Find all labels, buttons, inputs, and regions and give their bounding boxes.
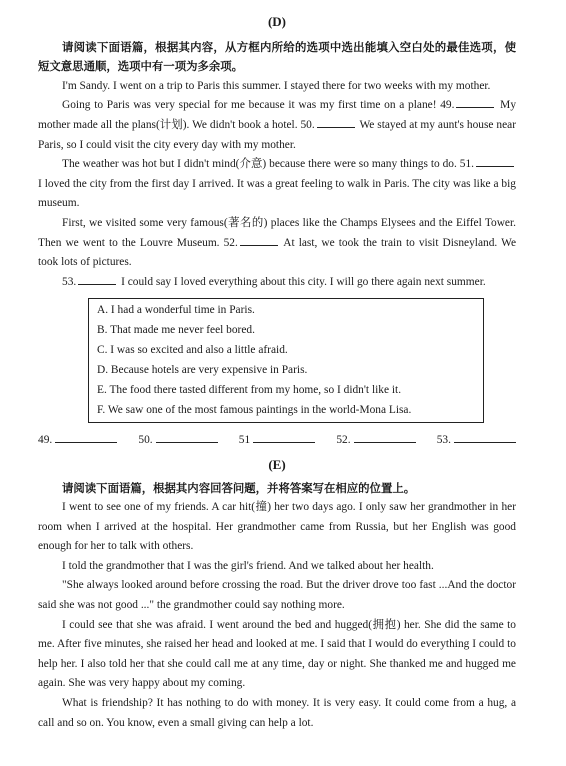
paragraph-1: I'm Sandy. I went on a trip to Paris this summer. I stayed there for two weeks with my mother.	[62, 79, 491, 92]
option-d: D. Because hotels are very expensive in Paris.	[97, 364, 308, 377]
paragraph-2-part-1: Going to Paris was very special for me because it was my first time on a plane! 49.	[62, 99, 455, 112]
answer-line-49[interactable]	[55, 432, 117, 443]
answer-49[interactable]	[38, 431, 117, 451]
answer-row	[38, 431, 516, 451]
blank-49	[456, 96, 494, 108]
answer-line-52[interactable]	[354, 432, 416, 443]
answer-51[interactable]	[239, 431, 315, 451]
option-b: B. That made me never feel bored.	[97, 324, 255, 337]
option-f: F. We saw one of the most famous paintings in the world-Mona Lisa.	[97, 404, 412, 417]
answer-label-52: 52.	[336, 434, 351, 447]
e-paragraph-1: I went to see one of my friends. A car hit(撞) her two days ago. I only saw her grandmother in her room when I arrived at the hospital. Her grandmother came from Russia, but her English was good enough for her to talk with others.	[38, 501, 516, 553]
paragraph-4-part-1: First, we visited some very famous(著名的) places like the Champs Elysees and the Eiffel Tower. Then we went to the Louvre Museum. 52.	[38, 216, 516, 249]
e-paragraph-2: I told the grandmother that I was the girl's friend. And we talked about her health.	[62, 559, 434, 572]
section-d-instruction: 请阅读下面语篇，根据其内容，从方框内所给的选项中选出能填入空白处的最佳选项，使短文意思通顺，选项中有一项为多余项。	[38, 39, 516, 74]
paragraph-4-part-2: At last, we took the train to visit Disneyland. We took lots of pictures.	[38, 236, 517, 269]
section-e-instruction: 请阅读下面语篇，根据其内容回答问题，并将答案写在相应的位置上。	[62, 480, 416, 495]
paragraph-5-part-2: I could say I loved everything about this city. I will go there again next summer.	[118, 275, 486, 288]
paragraph-5-part-1: 53.	[62, 275, 77, 288]
paragraph-3-part-1: The weather was hot but I didn't mind(介意) because there were so many things to do. 51.	[62, 158, 474, 171]
answer-53[interactable]	[437, 431, 516, 451]
answer-label-53: 53.	[436, 434, 451, 447]
e-paragraph-5: What is friendship? It has nothing to do with money. It is very easy. It could come from a hug, a call and so on. You know, even a small giving can help a lot.	[38, 697, 516, 729]
answer-label-51: 51	[238, 434, 251, 447]
option-c: C. I was so excited and also a little afraid.	[97, 344, 288, 357]
section-d-title: (D)	[267, 14, 287, 29]
answer-50[interactable]	[138, 431, 217, 451]
answer-line-51[interactable]	[253, 432, 315, 443]
e-paragraph-4: I could see that she was afraid. I went around the bed and hugged(拥抱) her. She did the same to me. After five minutes, she raised her head and looked at me. I said that I would do everything I could to help her. I also told her that she could call me at any time, day or night. She thanked me and hugged me again. She was very happy about my coming.	[38, 618, 516, 690]
answer-52[interactable]	[336, 431, 415, 451]
answer-label-50: 50.	[138, 434, 153, 447]
paragraph-2-part-2: My mother made all the plans(计划). We didn't book a hotel. 50.	[38, 99, 517, 131]
blank-50	[317, 116, 355, 128]
paragraph-3	[38, 155, 516, 214]
blank-51	[476, 155, 514, 167]
paragraph-5	[38, 273, 516, 293]
paragraph-4	[38, 214, 516, 273]
blank-53	[78, 273, 116, 285]
answer-label-49: 49.	[38, 434, 53, 447]
section-e-title: (E)	[268, 456, 286, 472]
options-box	[88, 298, 484, 423]
paragraph-2-part-3: We stayed at my aunt's house near Paris, so I could visit the city every day with my mother.	[38, 118, 516, 151]
blank-52	[240, 234, 278, 246]
answer-line-53[interactable]	[454, 432, 516, 443]
answer-line-50[interactable]	[156, 432, 218, 443]
option-e: E. The food there tasted different from my home, so I didn't like it.	[97, 384, 402, 397]
option-a: A. I had a wonderful time in Paris.	[97, 304, 255, 317]
paragraph-3-part-2: I loved the city from the first day I arrived. It was a great feeling to walk in Paris. The city was like a big museum.	[38, 177, 516, 210]
e-paragraph-3: "She always looked around before crossing the road. But the driver drove too fast ...And the doctor said she was not good ..." the grandmother could say nothing more.	[38, 579, 516, 612]
paragraph-2	[38, 96, 516, 155]
